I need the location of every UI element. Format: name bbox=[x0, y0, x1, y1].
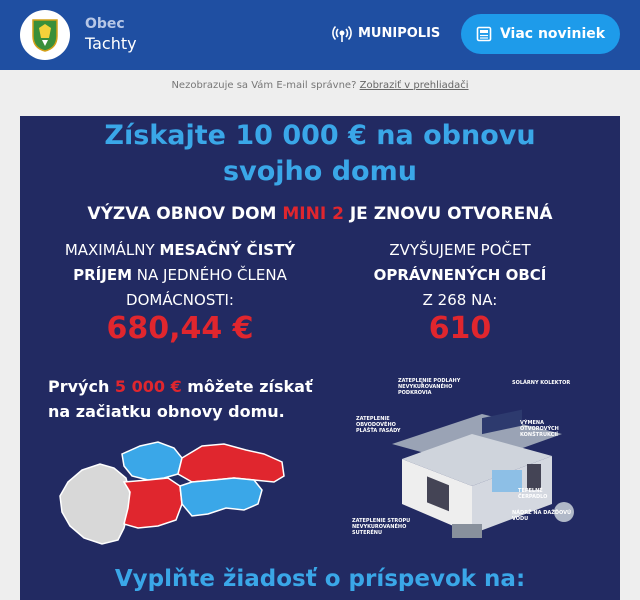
first-payment-line2: na začiatku obnovy domu. bbox=[48, 402, 285, 421]
label-facade-insulation: ZATEPLENIE OBVODOVÉHO PLÁŠŤA FASÁDY bbox=[356, 416, 401, 434]
promo-banner[interactable] bbox=[20, 116, 620, 600]
municipality-label: Obec bbox=[85, 16, 125, 32]
broadcast-icon bbox=[332, 23, 352, 43]
label-rainwater-tank: NÁDRŽ NA DAŽĎOVÚ VODU bbox=[512, 510, 572, 522]
first-payment-text bbox=[48, 374, 313, 424]
first-post: môžete získať bbox=[181, 377, 313, 396]
first-pre: Prvých bbox=[48, 377, 115, 396]
brand-name: MUNIPOLIS bbox=[358, 25, 441, 41]
subtitle-post: JE ZNOVU OTVORENÁ bbox=[343, 204, 553, 224]
income-line1-bold: MESAČNÝ ČISTÝ bbox=[159, 241, 296, 259]
municipalities-value: 610 bbox=[428, 311, 492, 346]
income-line3: DOMÁCNOSTI: bbox=[126, 291, 234, 309]
newspaper-icon bbox=[476, 26, 492, 42]
label-solar-collector: SOLÁRNY KOLEKTOR bbox=[512, 380, 571, 386]
slovakia-map bbox=[58, 434, 290, 546]
more-news-label: Viac noviniek bbox=[499, 26, 606, 42]
email-notice bbox=[0, 80, 640, 91]
subtitle-pre: VÝZVA OBNOV DOM bbox=[87, 204, 283, 224]
first-payment-line1 bbox=[48, 374, 313, 399]
municipality-logo[interactable] bbox=[20, 10, 70, 60]
label-basement-insulation: ZATEPLENIE STROPU NEVYKUROVANÉHO SUTERÉNU bbox=[352, 518, 411, 536]
income-value: 680,44 € bbox=[106, 311, 254, 346]
label-heat-pump: TEPELNÉ ČERPADLO bbox=[518, 488, 548, 500]
munipolis-brand[interactable] bbox=[332, 23, 440, 43]
label-windows: VÝMENA OTVOROVÝCH KONŠTRUKCIÍ bbox=[520, 420, 559, 438]
coat-of-arms-icon bbox=[31, 18, 59, 52]
first-red: 5 000 € bbox=[114, 377, 182, 396]
apply-call-to-action: Vyplňte žiadosť o príspevok na: bbox=[114, 566, 526, 592]
income-line2-bold: PRÍJEM bbox=[73, 266, 133, 284]
municipalities-block bbox=[345, 238, 575, 313]
municipalities-line3: Z 268 NA: bbox=[422, 291, 498, 309]
banner-title-line1: Získajte 10 000 € na obnovu bbox=[104, 120, 536, 151]
income-line2-post: NA JEDNÉHO ČLENA bbox=[132, 266, 287, 284]
income-line1 bbox=[40, 238, 320, 263]
banner-title-line2: svojho domu bbox=[223, 156, 417, 187]
banner-subtitle bbox=[20, 204, 620, 224]
municipalities-line2-bold: OPRÁVNENÝCH OBCÍ bbox=[373, 266, 547, 284]
more-news-button[interactable] bbox=[461, 14, 620, 54]
municipality-name: Tachty bbox=[85, 34, 137, 53]
top-header bbox=[0, 0, 640, 70]
subtitle-red: MINI 2 bbox=[282, 204, 344, 224]
municipalities-line1: ZVYŠUJEME POČET bbox=[389, 241, 531, 259]
view-in-browser-link[interactable]: Zobraziť v prehliadači bbox=[359, 80, 469, 91]
income-line2 bbox=[40, 263, 320, 288]
municipalities-line2 bbox=[345, 263, 575, 288]
notice-text: Nezobrazuje sa Vám E-mail správne? bbox=[171, 80, 357, 91]
income-block bbox=[40, 238, 320, 313]
label-attic-insulation: ZATEPLENIE PODLAHY NEVYKUROVANÉHO PODKROVIA bbox=[398, 378, 461, 396]
income-line1-pre: MAXIMÁLNY bbox=[64, 241, 160, 259]
